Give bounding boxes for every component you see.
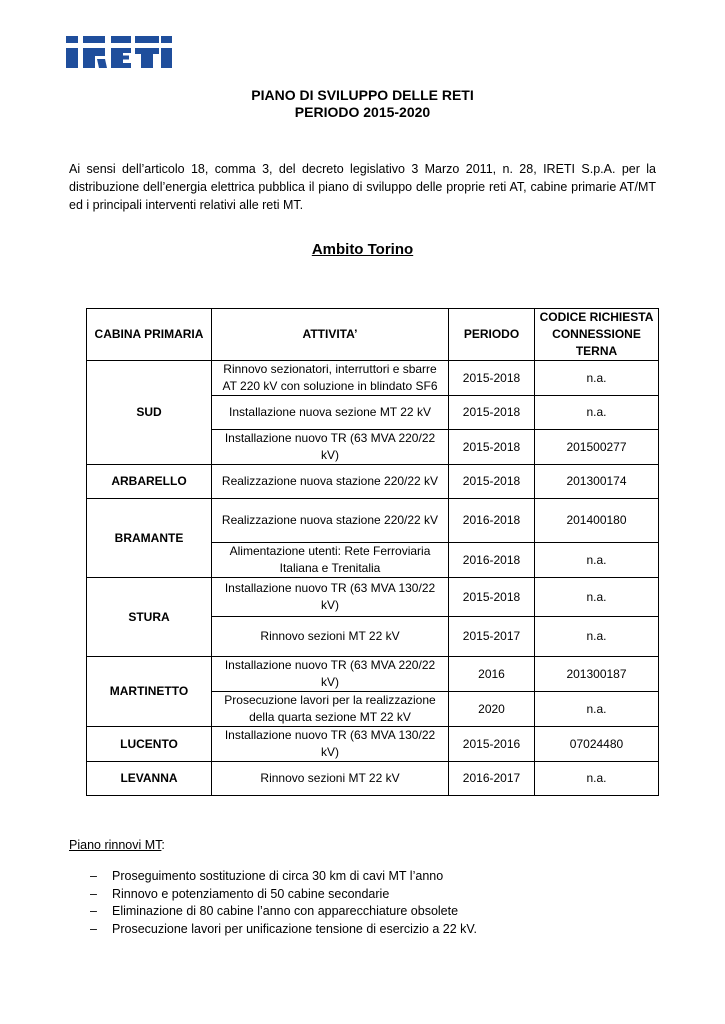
section-heading: Ambito Torino [311,241,414,258]
table-row [87,657,659,692]
periodo-cell: 2015-2018 [449,578,535,617]
attivita-cell: Installazione nuova sezione MT 22 kV [212,396,449,430]
list-item [69,921,477,939]
list-item [69,903,477,921]
list-item [69,868,477,886]
cabina-cell: LUCENTO [87,727,212,762]
header-cabina: CABINA PRIMARIA [87,309,212,361]
attivita-cell: Rinnovo sezioni MT 22 kV [212,617,449,657]
attivita-cell: Installazione nuovo TR (63 MVA 130/22 kV) [212,727,449,762]
table-row [87,727,659,762]
codice-cell: 201300187 [535,657,659,692]
table-row [87,578,659,617]
periodo-cell: 2015-2018 [449,465,535,499]
attivita-cell: Installazione nuovo TR (63 MVA 220/22 kV) [212,430,449,465]
attivita-cell: Realizzazione nuova stazione 220/22 kV [212,499,449,543]
periodo-cell: 2015-2017 [449,617,535,657]
periodo-cell: 2015-2016 [449,727,535,762]
codice-cell: 201300174 [535,465,659,499]
list-item-text: Prosecuzione lavori per unificazione tensione di esercizio a 22 kV. [112,921,478,936]
rinnovi-heading [69,837,165,854]
periodo-cell: 2015-2018 [449,430,535,465]
attivita-cell: Installazione nuovo TR (63 MVA 220/22 kV) [212,657,449,692]
intro-paragraph: Ai sensi dell’articolo 18, comma 3, del decreto legislativo 3 Marzo 2011, n. 28, IRETI S.p.A. per la distribuzione dell’energia elettrica pubblica il piano di sviluppo delle proprie reti AT, cabine primarie AT/MT ed i principali interventi relativi alle reti MT. [69,162,656,212]
periodo-cell: 2015-2018 [449,396,535,430]
codice-cell: n.a. [535,762,659,796]
dash-bullet-icon: – [90,886,97,901]
periodo-cell: 2020 [449,692,535,727]
rinnovi-title: Piano rinnovi MT [69,838,162,852]
header-codice: CODICE RICHIESTA CONNESSIONE TERNA [535,309,659,361]
cabina-cell: BRAMANTE [87,499,212,578]
cabina-cell: SUD [87,361,212,465]
list-item [69,886,477,904]
cabina-cell: ARBARELLO [87,465,212,499]
periodo-cell: 2016-2018 [449,499,535,543]
codice-cell: n.a. [535,396,659,430]
codice-cell: 07024480 [535,727,659,762]
periodo-cell: 2016 [449,657,535,692]
list-item-text: Proseguimento sostituzione di circa 30 km di cavi MT l’anno [112,869,444,883]
dash-bullet-icon: – [90,869,97,883]
attivita-cell: Alimentazione utenti: Rete Ferroviaria Italiana e Trenitalia [212,543,449,578]
periodo-cell: 2015-2018 [449,361,535,396]
table-row [87,361,659,396]
table-row [87,762,659,796]
table-row [87,465,659,499]
list-item-text: Eliminazione di 80 cabine l’anno con apparecchiature obsolete [112,904,459,918]
list-item-text: Rinnovo e potenziamento di 50 cabine secondarie [112,886,390,901]
dash-bullet-icon: – [90,904,97,918]
periodo-cell: 2016-2018 [449,543,535,578]
header-periodo: PERIODO [449,309,535,361]
attivita-cell: Installazione nuovo TR (63 MVA 130/22 kV) [212,578,449,617]
rinnovi-list [69,868,477,938]
header-attivita: ATTIVITA’ [212,309,449,361]
page-title-line1: PIANO DI SVILUPPO DELLE RETI [251,87,474,103]
cabina-cell: MARTINETTO [87,657,212,727]
codice-cell: 201500277 [535,430,659,465]
codice-cell: n.a. [535,692,659,727]
codice-cell: n.a. [535,543,659,578]
rinnovi-colon: : [161,838,165,852]
codice-cell: n.a. [535,578,659,617]
table-row [87,499,659,543]
ireti-logo [66,36,172,68]
codice-cell: 201400180 [535,499,659,543]
cabina-cell: STURA [87,578,212,657]
codice-cell: n.a. [535,617,659,657]
dash-bullet-icon: – [90,921,97,936]
attivita-cell: Rinnovo sezioni MT 22 kV [212,762,449,796]
cabina-cell: LEVANNA [87,762,212,796]
attivita-cell: Rinnovo sezionatori, interruttori e sbarre AT 220 kV con soluzione in blindato SF6 [212,361,449,396]
attivita-cell: Realizzazione nuova stazione 220/22 kV [212,465,449,499]
periodo-cell: 2016-2017 [449,762,535,796]
attivita-cell: Prosecuzione lavori per la realizzazione della quarta sezione MT 22 kV [212,692,449,727]
development-plan-table [86,308,659,796]
page-title-line2: PERIODO 2015-2020 [294,104,431,120]
codice-cell: n.a. [535,361,659,396]
